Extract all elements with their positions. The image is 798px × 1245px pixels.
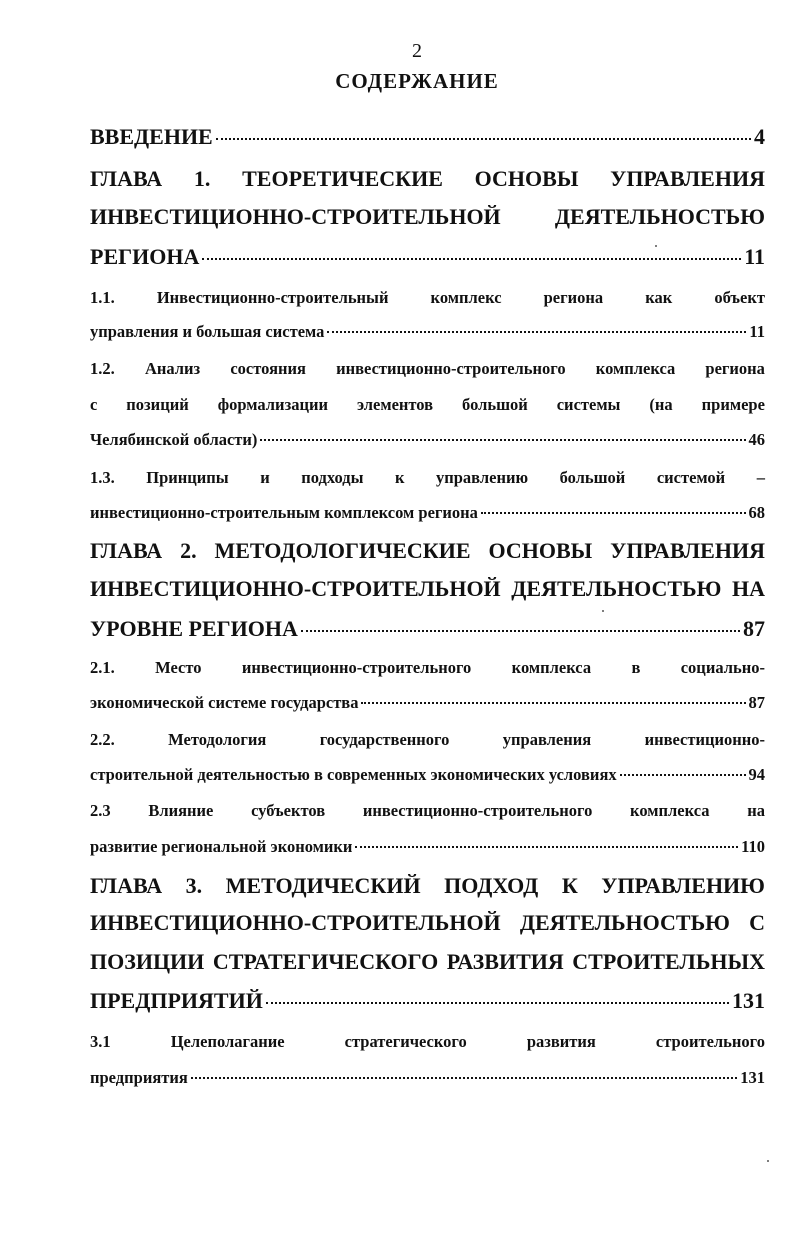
word: инвестиционно-	[644, 730, 765, 749]
toc-chapter-1-line-1	[90, 163, 765, 195]
toc-page-number: 4	[754, 124, 765, 149]
word: большой	[462, 395, 528, 414]
toc-entry-section-2-1[interactable]	[90, 690, 765, 716]
toc-section-2-2-line-1	[90, 727, 765, 753]
scan-speck	[767, 1160, 769, 1162]
toc-chapter-3-line-3	[90, 946, 765, 978]
word: и	[260, 468, 270, 487]
word: ОСНОВЫ	[488, 538, 593, 563]
word: РАЗВИТИЯ	[446, 949, 564, 974]
word: УПРАВЛЕНИЯ	[610, 166, 765, 191]
toc-entry-intro[interactable]	[90, 121, 765, 153]
dot-leader	[260, 439, 745, 441]
word: Принципы	[146, 468, 229, 487]
word: УПРАВЛЕНИЮ	[601, 873, 765, 898]
toc-chapter-2-line-2	[90, 573, 765, 605]
word: системой	[656, 468, 726, 487]
word: ГЛАВА	[90, 873, 163, 898]
word: строительного	[655, 1032, 765, 1051]
toc-section-1-3-line-1	[90, 465, 765, 491]
toc-chapter-1-line-2	[90, 201, 765, 233]
dot-leader	[266, 1002, 729, 1004]
word: подходы	[301, 468, 364, 487]
toc-entry-chapter-1[interactable]	[90, 241, 765, 273]
dot-leader	[301, 630, 740, 632]
word: большой	[559, 468, 626, 487]
toc-entry-section-2-3[interactable]	[90, 834, 765, 860]
toc-entry-text: предприятия	[90, 1068, 188, 1087]
word: инвестиционно-строительного	[241, 658, 472, 677]
word: объект	[714, 288, 765, 307]
word: ИНВЕСТИЦИОННО-СТРОИТЕЛЬНОЙ	[90, 576, 501, 601]
word: –	[756, 468, 765, 487]
word: 1.2.	[90, 359, 115, 378]
toc-section-1-1-line-1	[90, 285, 765, 311]
toc-section-3-1-line-1	[90, 1029, 765, 1055]
toc-page-number: 110	[741, 837, 765, 856]
word: Инвестиционно-строительный	[156, 288, 389, 307]
word: 2.3	[90, 801, 111, 820]
word: 2.1.	[90, 658, 115, 677]
word: ДЕЯТЕЛЬНОСТЬЮ	[554, 204, 765, 229]
toc-entry-text: строительной деятельностью в современных экономических условиях	[90, 765, 617, 784]
toc-page-number: 68	[748, 503, 765, 522]
dot-leader	[202, 258, 741, 260]
dot-leader	[327, 331, 746, 333]
word: инвестиционно-строительного	[362, 801, 593, 820]
word: ДЕЯТЕЛЬНОСТЬЮ	[519, 910, 730, 935]
dot-leader	[361, 702, 745, 704]
word: ИНВЕСТИЦИОННО-СТРОИТЕЛЬНОЙ	[90, 910, 501, 935]
word: НА	[731, 576, 765, 601]
word: комплекс	[430, 288, 502, 307]
toc-entry-text: инвестиционно-строительным комплексом региона	[90, 503, 478, 522]
dot-leader	[620, 774, 746, 776]
toc-section-1-2-line-1	[90, 356, 765, 382]
toc-entry-section-1-1[interactable]	[90, 319, 765, 345]
word: Анализ	[144, 359, 201, 378]
word: ПОДХОД	[444, 873, 539, 898]
word: ИНВЕСТИЦИОННО-СТРОИТЕЛЬНОЙ	[90, 204, 501, 229]
word: 2.2.	[90, 730, 115, 749]
toc-entry-text: Челябинской области)	[90, 430, 258, 449]
toc-entry-text: управления и большая система	[90, 322, 325, 341]
page-title: СОДЕРЖАНИЕ	[335, 69, 499, 93]
toc-page-number: 11	[744, 244, 765, 269]
word: государственного	[319, 730, 450, 749]
toc-entry-text: ПРЕДПРИЯТИЙ	[90, 988, 263, 1013]
toc-entry-section-1-3[interactable]	[90, 500, 765, 526]
toc-section-2-1-line-1	[90, 655, 765, 681]
scan-speck	[655, 245, 657, 247]
toc-page-number: 87	[748, 693, 765, 712]
word: к	[394, 468, 405, 487]
word: позиций	[126, 395, 189, 414]
word: МЕТОДИЧЕСКИЙ	[225, 873, 421, 898]
word: социально-	[680, 658, 765, 677]
word: комплекса	[595, 359, 676, 378]
word: состояния	[230, 359, 306, 378]
word: ГЛАВА	[90, 166, 163, 191]
word: развития	[526, 1032, 596, 1051]
word: инвестиционно-строительного	[336, 359, 566, 378]
page-number: 2	[412, 40, 422, 62]
word: формализации	[217, 395, 328, 414]
toc-entry-text: экономической системе государства	[90, 693, 359, 712]
word: Влияние	[148, 801, 214, 820]
word: ОСНОВЫ	[474, 166, 579, 191]
toc-entry-text: развитие региональной экономики	[90, 837, 353, 856]
toc-entry-text: РЕГИОНА	[90, 244, 200, 269]
toc-entry-chapter-3[interactable]	[90, 985, 765, 1017]
word: (на	[649, 395, 673, 414]
toc-page-number: 131	[740, 1068, 765, 1087]
word: Место	[155, 658, 202, 677]
dot-leader	[216, 138, 751, 140]
toc-entry-text: ВВЕДЕНИЕ	[90, 124, 213, 149]
word: 3.1	[90, 1032, 111, 1051]
toc-page-number: 87	[743, 616, 765, 641]
word: примере	[701, 395, 765, 414]
word: 1.1.	[90, 288, 115, 307]
word: комплекса	[630, 801, 710, 820]
toc-entry-section-1-2[interactable]	[90, 427, 765, 453]
toc-section-1-2-line-2	[90, 392, 765, 418]
toc-chapter-2-line-1	[90, 535, 765, 567]
dot-leader	[191, 1077, 737, 1079]
toc-entry-text: УРОВНЕ РЕГИОНА	[90, 616, 298, 641]
toc-entry-section-2-2[interactable]	[90, 762, 765, 788]
word: ГЛАВА	[90, 538, 163, 563]
word: региона	[543, 288, 604, 307]
dot-leader	[355, 846, 738, 848]
word: ПОЗИЦИИ	[90, 949, 205, 974]
toc-section-2-3-line-1	[90, 798, 765, 824]
toc-page-number: 94	[748, 765, 765, 784]
word: с	[90, 395, 98, 414]
word: как	[645, 288, 673, 307]
word: Целеполагание	[170, 1032, 285, 1051]
word: 1.	[193, 166, 211, 191]
word: МЕТОДОЛОГИЧЕСКИЕ	[214, 538, 471, 563]
dot-leader	[481, 512, 746, 514]
word: 3.	[185, 873, 203, 898]
word: стратегического	[344, 1032, 467, 1051]
toc-entry-chapter-2[interactable]	[90, 613, 765, 645]
word: УПРАВЛЕНИЯ	[610, 538, 765, 563]
word: ТЕОРЕТИЧЕСКИЕ	[242, 166, 443, 191]
word: в	[631, 658, 641, 677]
word: ДЕЯТЕЛЬНОСТЬЮ	[511, 576, 722, 601]
toc-page-number: 11	[749, 322, 765, 341]
word: 2.	[180, 538, 197, 563]
word: элементов	[356, 395, 434, 414]
toc-page-number: 46	[748, 430, 765, 449]
word: управлению	[435, 468, 529, 487]
word: К	[561, 873, 578, 898]
word: комплекса	[511, 658, 592, 677]
toc-chapter-3-line-2	[90, 907, 765, 939]
scan-speck	[602, 610, 604, 612]
word: на	[747, 801, 765, 820]
toc-entry-section-3-1[interactable]	[90, 1065, 765, 1091]
word: системы	[556, 395, 621, 414]
word: Методология	[168, 730, 267, 749]
word: субъектов	[251, 801, 326, 820]
word: региона	[705, 359, 765, 378]
word: 1.3.	[90, 468, 115, 487]
word: управления	[502, 730, 592, 749]
word: С	[749, 910, 765, 935]
word: СТРАТЕГИЧЕСКОГО	[212, 949, 439, 974]
word: СТРОИТЕЛЬНЫХ	[572, 949, 765, 974]
toc-page-number: 131	[732, 988, 765, 1013]
toc-chapter-3-line-1	[90, 870, 765, 902]
